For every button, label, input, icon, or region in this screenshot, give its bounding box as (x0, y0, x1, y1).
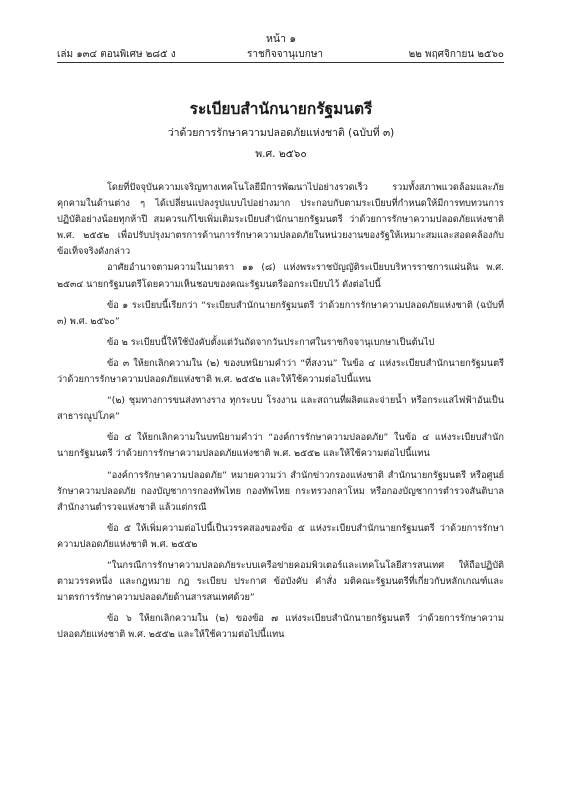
document-year: พ.ศ. ๒๕๖๐ (255, 148, 307, 160)
volume-info: เล่ม ๑๓๔ ตอนพิเศษ ๒๘๕ ง (57, 49, 176, 60)
publish-date: ๒๒ พฤศจิกายน ๒๕๖๐ (408, 49, 504, 60)
clause-2: ข้อ ๒ ระเบียบนี้ให้ใช้บังคับตั้งแต่วันถัดจากวันประกาศในราชกิจจานุเบกษาเป็นต้นไป (107, 336, 435, 348)
document-subtitle: ว่าด้วยการรักษาความปลอดภัยแห่งชาติ (ฉบับที่ ๓) (167, 127, 395, 139)
clause-1: ข้อ ๑ ระเบียบนี้เรียกว่า “ระเบียบสำนักนายกรัฐมนตรี ว่าด้วยการรักษาความปลอดภัยแห่งชาติ (ฉบับที่ ๓) พ.ศ. ๒๕๖๐” (57, 299, 504, 327)
preamble-paragraph: โดยที่ปัจจุบันความเจริญทางเทคโนโลยีมีการพัฒนาไปอย่างรวดเร็ว รวมทั้งสภาพแวดล้อมและภัยคุกคามในด้านต่าง ๆ ได้เปลี่ยนแปลงรูปแบบไปอย่างมาก ประกอบกับตามระเบียบที่กำหนดให้มีการทบทวนการปฏิบัติอย่างน้อยทุกห้าปี สมควรแก้ไขเพิ่มเติมระเบียบสำนักนายกรัฐมนตรี ว่าด้วยการรักษาความปลอดภัยแห่งชาติ พ.ศ. ๒๕๕๒ เพื่อปรับปรุงมาตรการด้านการรักษาความปลอดภัยในหน่วยงานของรัฐให้เหมาะสมและสอดคล้องกับข้อเท็จจริงดังกล่าว (57, 182, 504, 258)
clause-6: ข้อ ๖ ให้ยกเลิกความใน (๒) ของข้อ ๗ แห่งระเบียบสำนักนายกรัฐมนตรี ว่าด้วยการรักษาความปลอดภัยแห่งชาติ พ.ศ. ๒๕๕๒ และให้ใช้ความต่อไปนี้แทน (57, 613, 504, 641)
document-title: ระเบียบสำนักนายกรัฐมนตรี (189, 100, 373, 118)
clause-3: ข้อ ๓ ให้ยกเลิกความใน (๒) ของบทนิยามคำว่า “ที่สงวน” ในข้อ ๔ แห่งระเบียบสำนักนายกรัฐมนตรี ว่าด้วยการรักษาความปลอดภัยแห่งชาติ พ.ศ. ๒๕๕๒ และให้ใช้ความต่อไปนี้แทน (57, 357, 504, 386)
clause-4: ข้อ ๔ ให้ยกเลิกความในบทนิยามคำว่า “องค์การรักษาความปลอดภัย” ในข้อ ๔ แห่งระเบียบสำนักนายกรัฐมนตรี ว่าด้วยการรักษาความปลอดภัยแห่งชาติ พ.ศ. ๒๕๕๒ และให้ใช้ความต่อไปนี้แทน (57, 432, 504, 460)
clause-4-quote: “องค์การรักษาความปลอดภัย” หมายความว่า สำนักข่าวกรองแห่งชาติ สำนักนายกรัฐมนตรี หรือศูนย์รักษาความปลอดภัย กองบัญชาการกองทัพไทย กองทัพไทย กระทรวงกลาโหม หรือกองบัญชาการตำรวจสันติบาล สำนักงานตำรวจแห่งชาติ แล้วแต่กรณี (57, 469, 504, 513)
header-rule (57, 62, 504, 63)
page-number: หน้า ๑ (266, 33, 296, 45)
authority-paragraph: อาศัยอำนาจตามความในมาตรา ๑๑ (๘) แห่งพระราชบัญญัติระเบียบบริหารราชการแผ่นดิน พ.ศ. ๒๕๓๔ นายกรัฐมนตรีโดยความเห็นชอบของคณะรัฐมนตรีออกระเบียบไว้ ดังต่อไปนี้ (57, 262, 504, 290)
clause-3-quote: “(๒) ชุมทางการขนส่งทางราง ทุกระบบ โรงงาน และสถานที่ผลิตและจ่ายน้ำ หรือกระแสไฟฟ้าอันเป็นสาธารณูปโภค” (57, 395, 504, 423)
gazette-header (57, 47, 504, 63)
clause-5-quote: “ในกรณีการรักษาความปลอดภัยระบบเครือข่ายคอมพิวเตอร์และเทคโนโลยีสารสนเทศ ให้ถือปฏิบัติตามวรรคหนึ่ง และกฎหมาย กฎ ระเบียบ ประกาศ ข้อบังคับ คำสั่ง มติคณะรัฐมนตรีที่เกี่ยวกับหลักเกณฑ์และมาตรการรักษาความปลอดภัยด้านสารสนเทศด้วย” (57, 559, 504, 604)
document-body (57, 180, 504, 643)
clause-5: ข้อ ๕ ให้เพิ่มความต่อไปนี้เป็นวรรคสองของข้อ ๕ แห่งระเบียบสำนักนายกรัฐมนตรี ว่าด้วยการรักษาความปลอดภัยแห่งชาติ พ.ศ. ๒๕๕๒ (57, 522, 504, 550)
gazette-name: ราชกิจจานุเบกษา (247, 49, 324, 60)
